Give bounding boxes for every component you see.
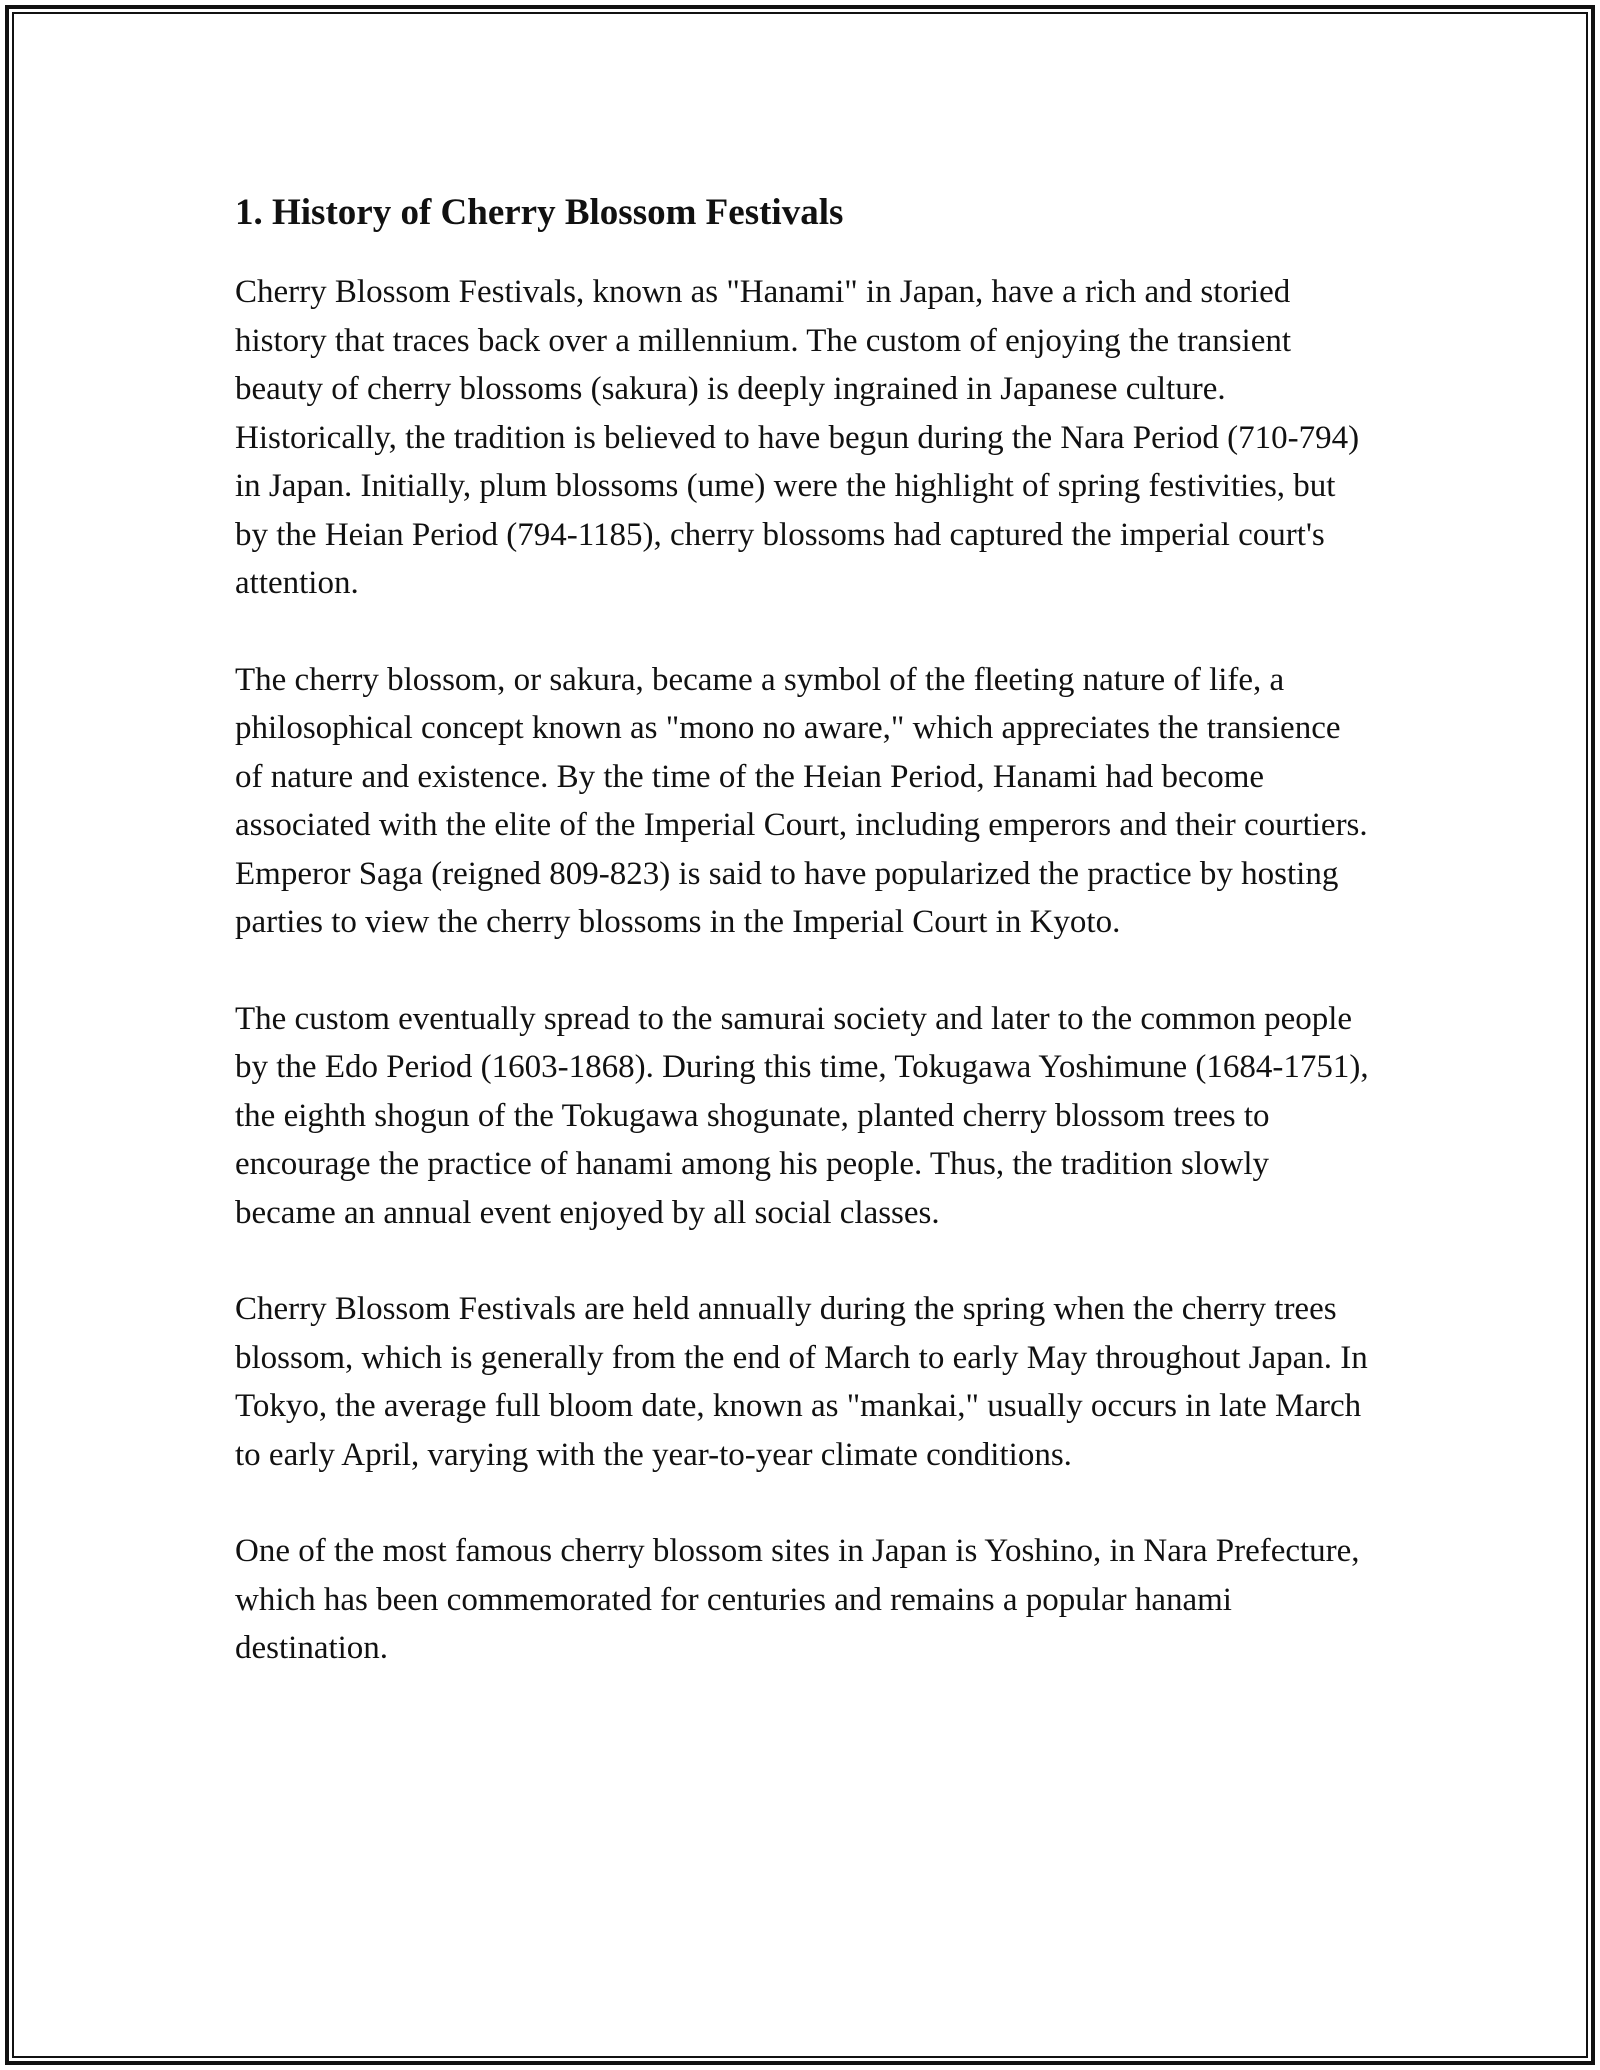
paragraph-spread: The custom eventually spread to the samurai society and later to the common people by the Edo Period (1603-1868). During this time, Tokugawa Yoshimune (1684-1751), the eighth shogun of the Tokugawa shogunate, planted cherry blossom trees to encourage the practice of hanami among his people. Thus, the tradition slowly became an annual event enjoyed by all social classes. [235, 1000, 1369, 1231]
paragraph-timing: Cherry Blossom Festivals are held annually during the spring when the cherry trees blossom, which is generally from the end of March to early May throughout Japan. In Tokyo, the average full bloom date, known as "mankai," usually occurs in late March to early April, varying with the year-to-year climate conditions. [235, 1291, 1368, 1473]
paragraph-yoshino: One of the most famous cherry blossom sites in Japan is Yoshino, in Nara Prefecture, which has been commemorated for centuries and remains a popular hanami destination. [235, 1533, 1360, 1666]
section-heading: 1. History of Cherry Blossom Festivals [235, 192, 844, 233]
document-body [235, 188, 1370, 1721]
paragraph-origins: Cherry Blossom Festivals, known as "Hanami" in Japan, have a rich and storied history that traces back over a millennium. The custom of enjoying the transient beauty of cherry blossoms (sakura) is deeply ingrained in Japanese culture. Historically, the tradition is believed to have begun during the Nara Period (710-794) in Japan. Initially, plum blossoms (ume) were the highlight of spring festivities, but by the Heian Period (794-1185), cherry blossoms had captured the imperial court's attention. [235, 274, 1360, 601]
paragraph-symbolism: The cherry blossom, or sakura, became a symbol of the fleeting nature of life, a philosophical concept known as "mono no aware," which appreciates the transience of nature and existence. By the time of the Heian Period, Hanami had become associated with the elite of the Imperial Court, including emperors and their courtiers. Emperor Saga (reigned 809-823) is said to have popularized the practice by hosting parties to view the cherry blossoms in the Imperial Court in Kyoto. [235, 661, 1368, 940]
